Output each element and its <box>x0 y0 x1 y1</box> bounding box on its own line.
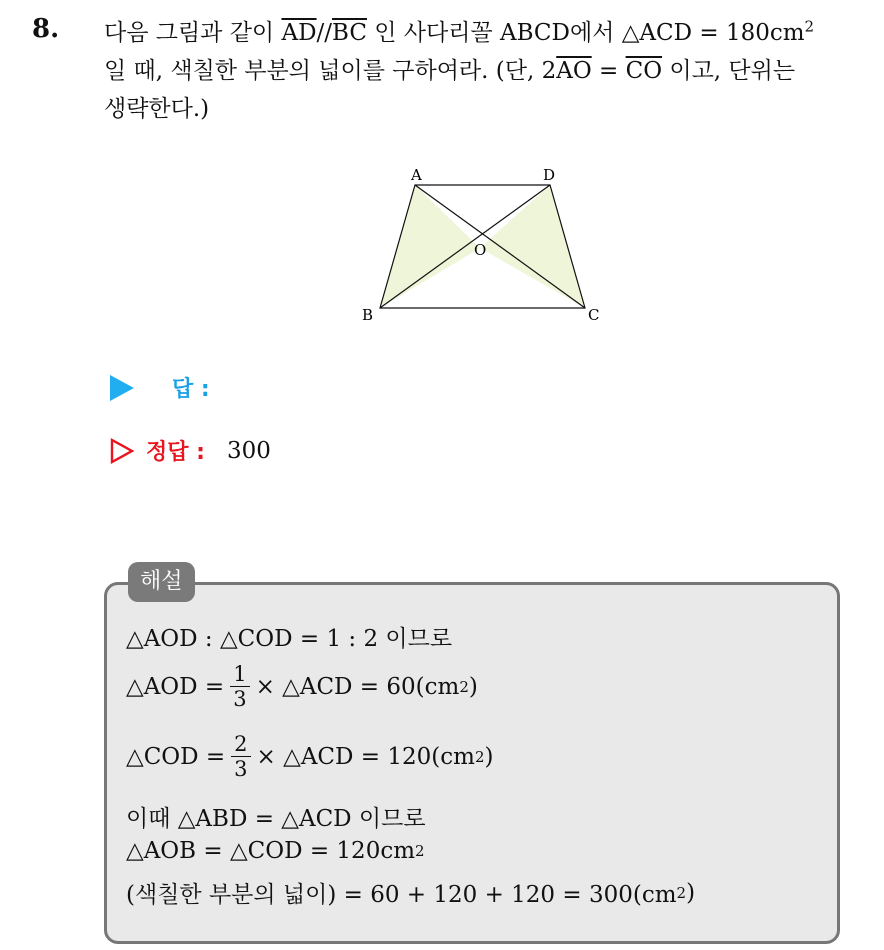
label-b: B <box>362 306 374 324</box>
solution-line-1: △AOD : △COD = 1 : 2 이므로 <box>126 626 453 652</box>
question-number: 8. <box>32 14 60 44</box>
shaded-triangle-doc <box>480 185 585 308</box>
label-a: A <box>411 166 422 184</box>
question-line-1: 다음 그림과 같이 $\overline{AD}//\overline{BC}$ 인 사다리꼴 ABCD에서 △ACD = $180cm^2$ <box>104 17 815 46</box>
solution-tag: 해설 <box>128 562 195 602</box>
correct-answer-value: 300 <box>226 437 271 464</box>
hollow-arrow-icon <box>110 438 134 464</box>
solution-line-5: △AOB = △COD = 120cm 2 <box>126 838 425 864</box>
solution-line-4: 이때 △ABD = △ACD 이므로 <box>126 806 426 832</box>
solution-line-3: △COD = $\frac{2}{3}$ × △ACD = 120(cm 2 ) <box>126 732 494 781</box>
answer-row <box>110 372 210 403</box>
segment-bc: $\overline{BC}$ <box>332 20 367 46</box>
label-c: C <box>588 306 600 324</box>
answer-label: 답 : <box>172 377 210 402</box>
play-arrow-icon <box>110 375 134 401</box>
solution-line-2: △AOD = $\frac{1}{3}$ × △ACD = 60(cm 2 ) <box>126 662 478 711</box>
question-text <box>104 14 869 128</box>
trapezoid-figure <box>340 160 620 330</box>
fraction-one-third: $\frac{1}{3}$ <box>230 662 249 711</box>
fraction-two-thirds: $\frac{2}{3}$ <box>231 732 250 781</box>
correct-answer-row <box>110 435 271 466</box>
label-d: D <box>543 166 556 184</box>
question-line-2: 일 때, 색칠한 부분의 넓이를 구하여라. (단, $2\overline{AO} = \overline{CO}$ 이고, 단위는 <box>104 58 796 84</box>
segment-co: $\overline{CO}$ <box>625 58 663 84</box>
question-line-3: 생략한다.) <box>104 96 210 122</box>
segment-ad: $\overline{AD}$ <box>281 20 317 46</box>
segment-ao: $\overline{AO}$ <box>556 58 592 84</box>
solution-line-6: (색칠한 부분의 넓이) = 60 + 120 + 120 = 300(cm 2 ) <box>126 879 696 908</box>
label-o: O <box>474 241 487 259</box>
correct-answer-label: 정답 : <box>146 440 205 465</box>
